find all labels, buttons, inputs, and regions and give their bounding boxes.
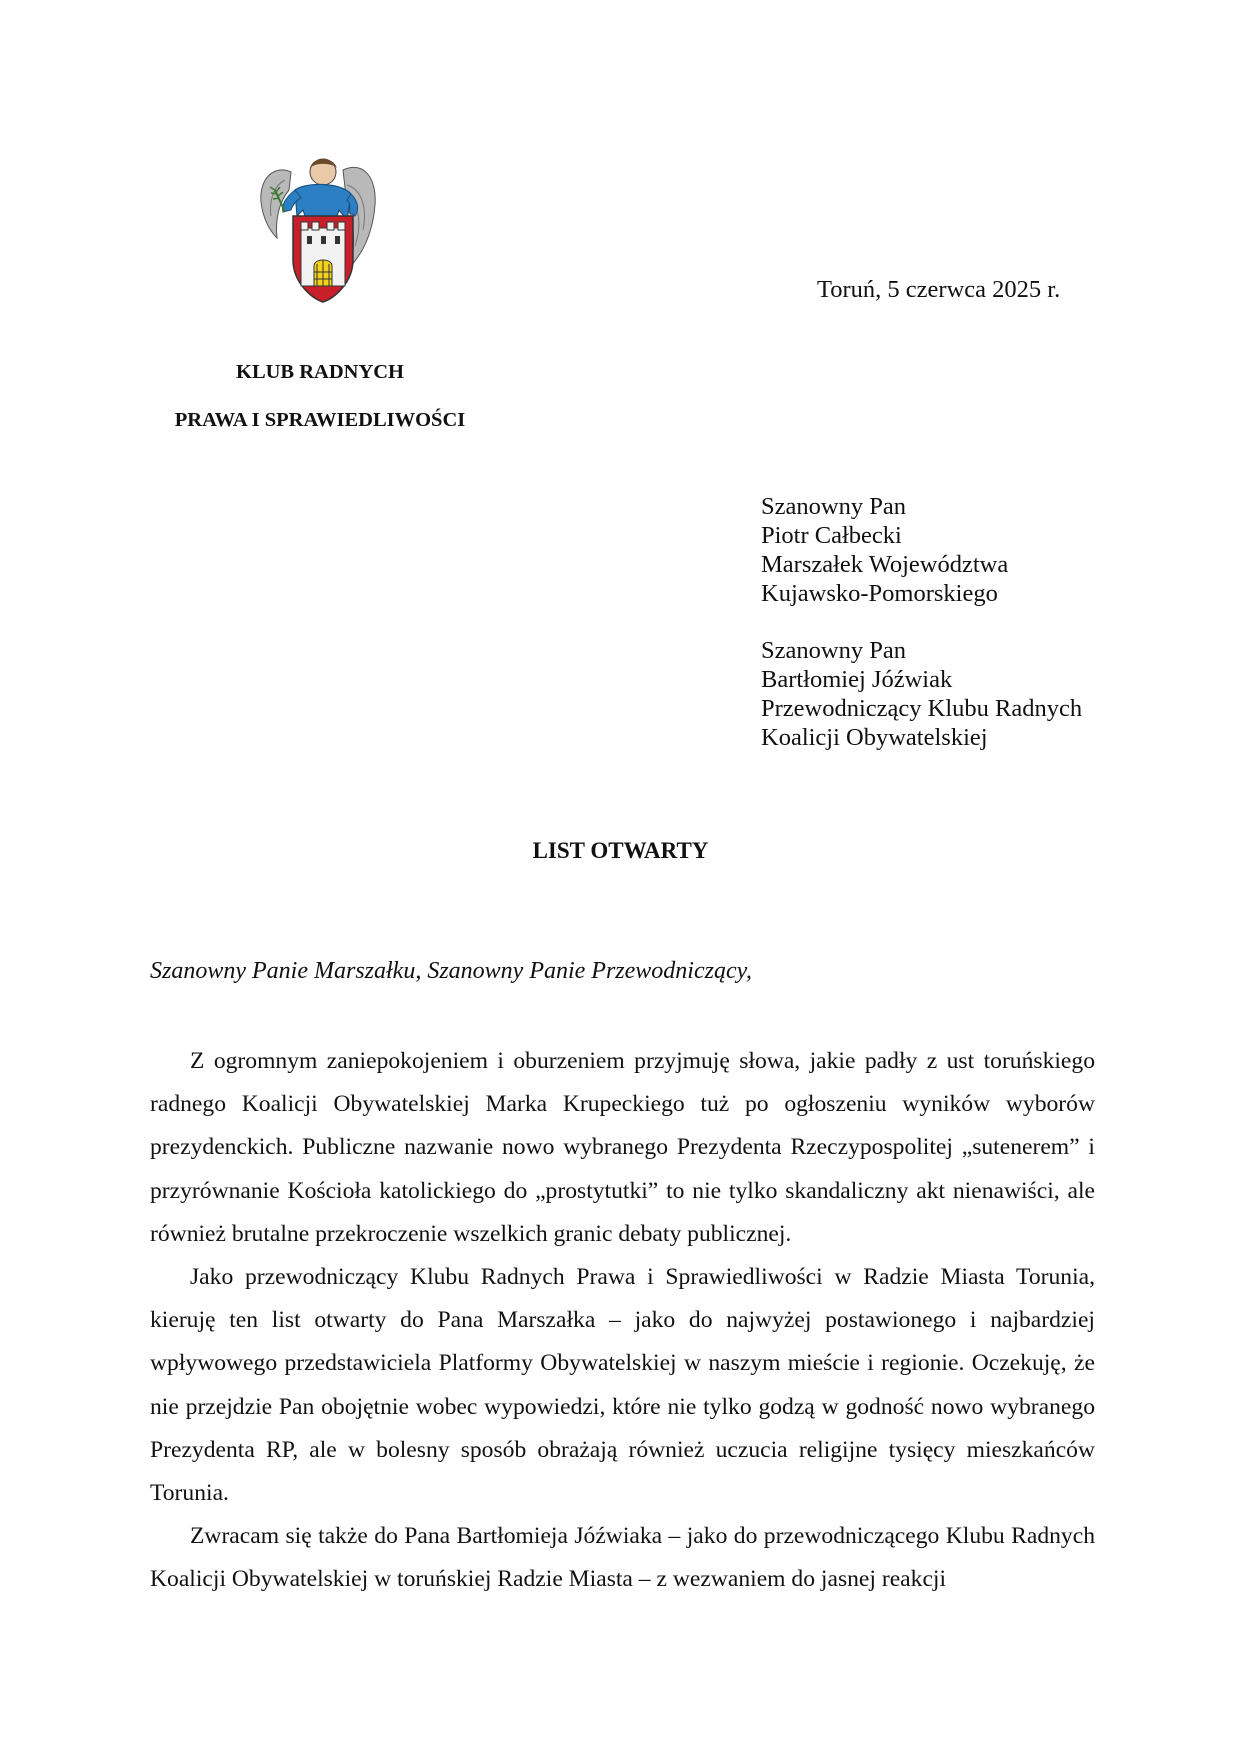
body-paragraph: Zwracam się także do Pana Bartłomieja Jóźwiaka – jako do przewodniczącego Klubu Radnych Koalicji Obywatelskiej w toruńskiej Radzie Miasta – z wezwaniem do jasnej reakcji [150, 1523, 1095, 1593]
addressee-salutation: Szanowny Pan [761, 637, 906, 664]
addressee-role-line1: Marszałek Województwa [761, 551, 1009, 578]
document-title: LIST OTWARTY [532, 838, 709, 863]
sender-club-line1: KLUB RADNYCH [236, 361, 404, 383]
addressee-role-line2: Kujawsko-Pomorskiego [761, 580, 998, 607]
letter-date: Toruń, 5 czerwca 2025 r. [817, 276, 1061, 303]
addressee-name: Piotr Całbecki [761, 522, 902, 549]
addressee-name: Bartłomiej Jóźwiak [761, 666, 953, 693]
body-paragraph: Z ogromnym zaniepokojeniem i oburzeniem przyjmuję słowa, jakie padły z ust toruńskiego radnego Koalicji Obywatelskiej Marka Krupeckiego tuż po ogłoszeniu wyników wyborów prezydenckich. Publiczne nazwanie nowo wybranego Prezydenta Rzeczypospolitej „sutenerem” i przyrównanie Kościoła katolickiego do „prostytutki” to nie tylko skandaliczny akt nienawiści, ale również brutalne przekroczenie wszelkich granic debaty publicznej. [150, 1048, 1095, 1247]
addressee-block-1 [761, 492, 1008, 608]
addressee-role-line2: Koalicji Obywatelskiej [761, 724, 988, 751]
addressee-salutation: Szanowny Pan [761, 493, 906, 520]
letter-salutation: Szanowny Panie Marszałku, Szanowny Panie Przewodniczący, [150, 958, 752, 984]
sender-club-line2: PRAWA I SPRAWIEDLIWOŚCI [174, 409, 466, 431]
torun-coat-of-arms-icon [255, 150, 379, 306]
sender-club [150, 348, 490, 444]
body-paragraph: Jako przewodniczący Klubu Radnych Prawa i Sprawiedliwości w Radzie Miasta Torunia, kieruję ten list otwarty do Pana Marszałka – jako do najwyżej postawionego i najbardziej wpływowego przedstawiciela Platformy Obywatelskiej w naszym mieście i regionie. Oczekuję, że nie przejdzie Pan obojętnie wobec wypowiedzi, które nie tylko godzą w godność nowo wybranego Prezydenta RP, ale w bolesny sposób obrażają również uczucia religijne tysięcy mieszkańców Torunia. [150, 1264, 1095, 1507]
addressee-role-line1: Przewodniczący Klubu Radnych [761, 695, 1083, 722]
addressee-block-2 [761, 636, 1082, 752]
letter-body [150, 1040, 1095, 1602]
